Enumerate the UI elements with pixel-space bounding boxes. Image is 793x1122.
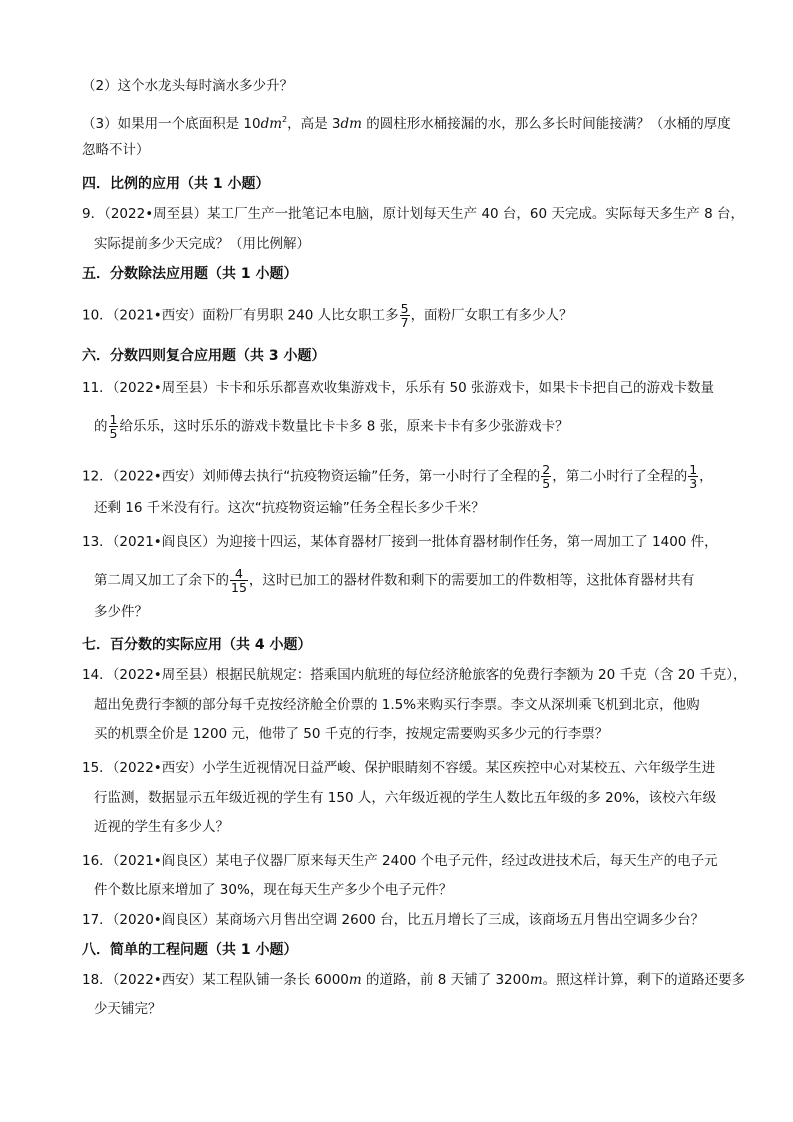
q15-line1: 15．（2022•西安）小学生近视情况日益严峻、保护眼睛刻不容缓。某区疾控中心对某校五、六年级学生进: [82, 760, 716, 776]
q11-line2: 的 $\frac{1}{5}$ 给乐乐，这时乐乐的游戏卡数量比卡卡多 8 张，原来卡卡有多少张游戏卡？: [94, 412, 569, 441]
q16-line1: 16．（2021•阎良区）某电子仪器厂原来每天生产 2400 个电子元件，经过改进技术后，每天生产的电子元: [82, 853, 718, 869]
q10-line1: 10．（2021•西安）面粉厂有男职 240 人比女职工多 $\frac{5}{7}$ ，面粉厂女职工有多少人？: [82, 301, 573, 330]
q8-part2: （2）这个水龙头每时滴水多少升？: [82, 78, 294, 94]
q15-line2: 行监测，数据显示五年级近视的学生有 150 人，六年级近视的学生人数比五年级的多 20%，该校六年级: [94, 790, 717, 806]
q14-line2: 超出免费行李额的部分每千克按经济舱全价票的 1.5%来购买行李票。李文从深圳乘飞机到北京，他购: [94, 697, 700, 713]
q11-line1: 11．（2022•周至县）卡卡和乐乐都喜欢收集游戏卡，乐乐有 50 张游戏卡，如果卡卡把自己的游戏卡数量: [82, 380, 715, 396]
q13-line3: 多少件？: [94, 604, 148, 620]
section-6-title: 六．分数四则复合应用题（共 3 小题）: [82, 348, 326, 364]
section-8-title: 八．简单的工程问题（共 1 小题）: [82, 942, 298, 958]
q8-part3-line1: （3）如果用一个底面积是 $10dm^2$，高是 3dm 的圆柱形水桶接漏的水，那么多长时间能接满？（水桶的厚度: [82, 115, 731, 132]
q13-line1: 13．（2021•阎良区）为迎接十四运，某体育器材厂接到一批体育器材制作任务，第一周加工了 1400 件，: [82, 534, 718, 550]
q14-line3: 买的机票全价是 1200 元，他带了 50 千克的行李，按规定需要购买多少元的行李票？: [94, 726, 609, 742]
fraction: $\frac{4}{15}$: [231, 566, 247, 595]
q9-line2: 实际提前多少天完成？（用比例解）: [94, 236, 310, 252]
q14-line1: 14．（2022•周至县）根据民航规定：搭乘国内航班的每位经济舱旅客的免费行李额为 20 千克（含 20 千克），: [82, 667, 747, 683]
q13-line2: 第二周又加工了余下的 $\frac{4}{15}$ ，这时已加工的器材件数和剩下的需要加工的件数相等，这批体育器材共有: [94, 566, 695, 595]
q9-line1: 9．（2022•周至县）某工厂生产一批笔记本电脑，原计划每天生产 40 台，60 天完成。实际每天多生产 8 台，: [82, 206, 745, 222]
section-4-title: 四．比例的应用（共 1 小题）: [82, 176, 270, 192]
fraction: $\frac{1}{3}$: [689, 462, 698, 491]
q18-line1: 18．（2022•西安）某工程队铺一条长 6000m 的道路，前 8 天铺了 3200m。照这样计算，剩下的道路还要多: [82, 972, 746, 988]
fraction: $\frac{2}{5}$: [542, 462, 551, 491]
q15-line3: 近视的学生有多少人？: [94, 819, 229, 835]
q18-line2: 少天铺完？: [94, 1001, 162, 1017]
fraction: $\frac{1}{5}$: [109, 412, 118, 441]
section-7-title: 七．百分数的实际应用（共 4 小题）: [82, 637, 312, 653]
fraction: $\frac{5}{7}$: [400, 301, 409, 330]
q17-line1: 17．（2020•阎良区）某商场六月售出空调 2600 台，比五月增长了三成，该商场五月售出空调多少台？: [82, 912, 705, 928]
q8-part3-line2: 忽略不计）: [82, 142, 150, 158]
q16-line2: 件个数比原来增加了 30%，现在每天生产多少个电子元件？: [94, 882, 453, 898]
q12-line2: 还剩 16 千米没有行。这次“抗疫物资运输”任务全程长多少千米？: [94, 500, 485, 516]
section-5-title: 五．分数除法应用题（共 1 小题）: [82, 266, 298, 282]
q12-line1: 12．（2022•西安）刘师傅去执行“抗疫物资运输”任务，第一小时行了全程的 $\frac{2}{5}$ ，第二小时行了全程的 $\frac{1}{3}$ ，: [82, 462, 713, 491]
